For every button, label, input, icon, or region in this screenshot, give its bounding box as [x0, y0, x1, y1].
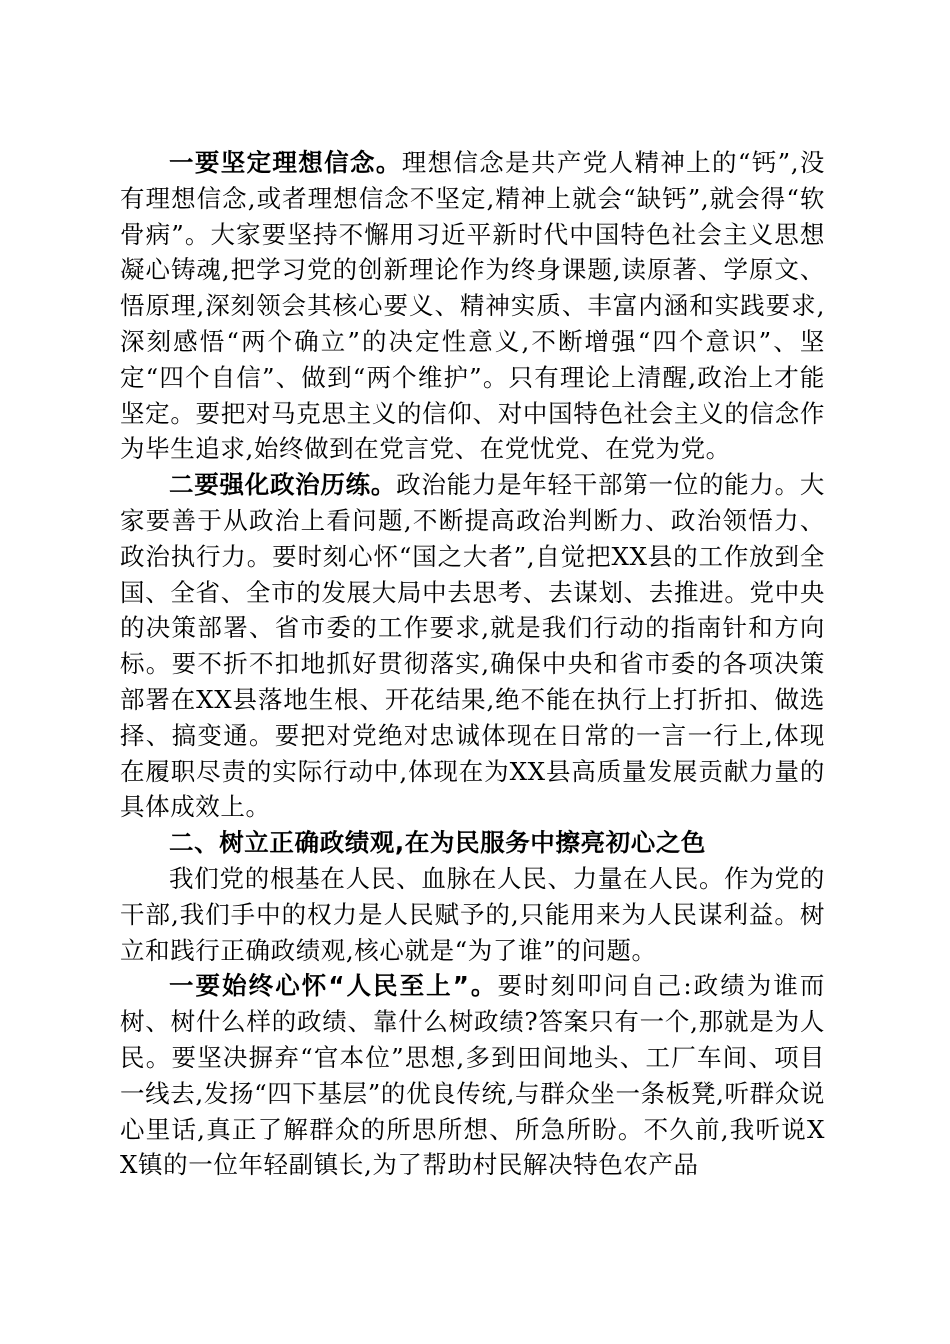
paragraph-text: 理想信念是共产党人精神上的“钙”,没有理想信念,或者理想信念不坚定,精神上就会“缺钙”,就会得“软骨病”。大家要坚持不懈用习近平新时代中国特色社会主义思想凝心铸魂,把学习党的创新理论作为终身课题,读原著、学原文、悟原理,深刻领会其核心要义、精神实质、丰富内涵和实践要求,深刻感悟“两个确立”的决定性意义,不断增强“四个意识”、坚定“四个自信”、做到“两个维护”。只有理论上清醒,政治上才能坚定。要把对马克思主义的信仰、对中国特色社会主义的信念作为毕生追求,始终做到在党言党、在党忧党、在党为党。 — [120, 148, 826, 464]
paragraph-political-training — [120, 467, 825, 825]
paragraph-ideals — [120, 145, 825, 467]
paragraph-text: 政治能力是年轻干部第一位的能力。大家要善于从政治上看问题,不断提高政治判断力、政治领悟力、政治执行力。要时刻心怀“国之大者”,自觉把XX县的工作放到全国、全省、全市的发展大局中去思考、去谋划、去推进。党中央的决策部署、省市委的工作要求,就是我们行动的指南针和方向标。要不折不扣地抓好贯彻落实,确保中央和省市委的各项决策部署在XX县落地生根、开花结果,绝不能在执行上打折扣、做选择、搞变通。要把对党绝对忠诚体现在日常的一言一行上,体现在履职尽责的实际行动中,体现在为XX县高质量发展贡献力量的具体成效上。 — [120, 470, 825, 822]
paragraph-text: 要时刻叩问自己:政绩为谁而树、树什么样的政绩、靠什么树政绩?答案只有一个,那就是为人民。要坚决摒弃“官本位”思想,多到田间地头、工厂车间、项目一线去,发扬“四下基层”的优良传统,与群众坐一条板凳,听群众说心里话,真正了解群众的所思所想、所急所盼。不久前,我听说XX镇的一位年轻副镇长,为了帮助村民解决特色农产品 — [120, 971, 825, 1180]
paragraph-lead: 一要始终心怀“人民至上”。 — [169, 971, 498, 1001]
section-heading: 二、树立正确政绩观,在为民服务中擦亮初心之色 — [169, 828, 707, 858]
paragraph-people-first — [120, 968, 825, 1183]
paragraph-intro: 我们党的根基在人民、血脉在人民、力量在人民。作为党的干部,我们手中的权力是人民赋予的,只能用来为人民谋利益。树立和践行正确政绩观,核心就是“为了谁”的问题。 — [120, 863, 825, 965]
paragraph-lead: 一要坚定理想信念。 — [169, 148, 402, 177]
paragraph-lead: 二要强化政治历练。 — [169, 470, 397, 500]
document-body — [120, 145, 825, 1183]
